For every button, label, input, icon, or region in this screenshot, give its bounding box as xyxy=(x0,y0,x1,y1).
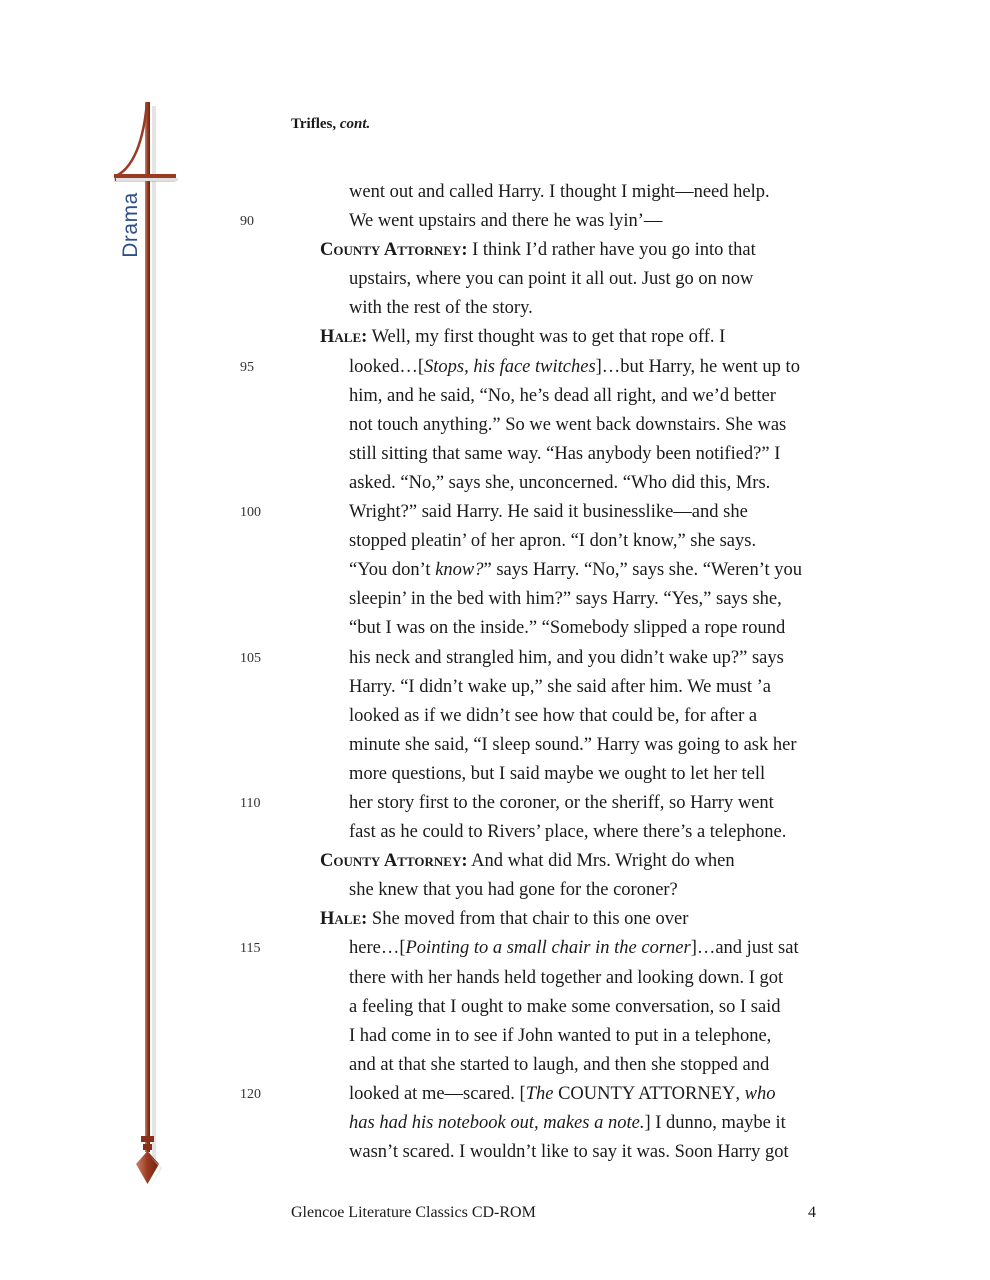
dialogue-text: Harry. “I didn’t wake up,” she said after him. We must ’a xyxy=(349,676,771,697)
running-head-title: Trifles, xyxy=(291,116,337,132)
text-line xyxy=(320,440,820,469)
text-line xyxy=(240,207,820,236)
dialogue-text: I had come in to see if John wanted to put in a telephone, xyxy=(349,1025,772,1046)
text-line xyxy=(240,644,820,673)
text-line xyxy=(240,1080,820,1109)
text-line xyxy=(240,498,820,527)
dialogue-text: here…[ xyxy=(349,938,406,959)
text-line xyxy=(320,527,820,556)
dialogue-text: and at that she started to laugh, and then she stopped and xyxy=(349,1054,770,1075)
dialogue-text: sleepin’ in the bed with him?” says Harry. “Yes,” says she, xyxy=(349,589,782,610)
text-line xyxy=(320,876,820,905)
line-number: 110 xyxy=(240,795,261,811)
dialogue-text: And what did Mrs. Wright do when xyxy=(467,851,735,872)
text-line xyxy=(240,934,820,963)
dialogue-text: She moved from that chair to this one over xyxy=(367,909,689,930)
line-number: 120 xyxy=(240,1086,261,1102)
speech-line xyxy=(320,236,820,265)
text-line xyxy=(320,614,820,643)
dialogue-text: there with her hands held together and looking down. I got xyxy=(349,967,784,988)
dialogue-text: “You don’t xyxy=(349,560,436,581)
dialogue-text: looked…[ xyxy=(349,356,425,377)
stage-direction: Pointing to a small chair in the corner xyxy=(405,938,691,959)
text-line xyxy=(320,964,820,993)
text-line xyxy=(320,585,820,614)
stage-direction: has had his notebook out, makes a note. xyxy=(349,1113,645,1133)
text-line xyxy=(320,469,820,498)
text-line xyxy=(320,1109,820,1138)
page-number: 4 xyxy=(808,1204,816,1221)
text-line xyxy=(320,1138,820,1167)
text-line xyxy=(320,265,820,294)
dialogue-text: a feeling that I ought to make some conversation, so I said xyxy=(349,996,781,1017)
dialogue-text: went out and called Harry. I thought I might—need help. xyxy=(349,182,770,202)
section-label-drama: Drama xyxy=(119,192,142,258)
line-number: 100 xyxy=(240,505,261,521)
dialogue-text: I think I’d rather have you go into that xyxy=(467,240,756,261)
line-number: 115 xyxy=(240,941,261,957)
text-line xyxy=(240,789,820,818)
speech-line xyxy=(320,323,820,352)
dialogue-text: ]…but Harry, he went up to xyxy=(595,356,800,377)
dialogue-text: minute she said, “I sleep sound.” Harry was going to ask her xyxy=(349,734,797,755)
running-head-suffix: cont. xyxy=(339,116,371,132)
speaker-name: County Attorney: xyxy=(320,851,468,872)
dialogue-text: more questions, but I said maybe we ought to let her tell xyxy=(349,763,766,784)
speaker-name: Hale: xyxy=(320,909,368,930)
dialogue-text: upstairs, where you can point it all out. Just go on now xyxy=(349,269,754,290)
speaker-name: County Attorney: xyxy=(320,240,468,261)
dialogue-text: with the rest of the story. xyxy=(349,298,533,319)
dialogue-text: she knew that you had gone for the coroner? xyxy=(349,880,678,901)
dialogue-text: ] I dunno, maybe it xyxy=(644,1113,786,1133)
dialogue-text: still sitting that same way. “Has anybody been notified?” I xyxy=(349,443,781,464)
dialogue-text: ” says Harry. “No,” says she. “Weren’t you xyxy=(483,560,803,581)
stage-direction: Stops, his face twitches xyxy=(424,356,596,377)
dialogue-text: “but I was on the inside.” “Somebody slipped a rope round xyxy=(349,618,786,639)
drama-ornament-staff xyxy=(108,96,188,1206)
text-line xyxy=(320,382,820,411)
line-number: 90 xyxy=(240,214,254,230)
stage-direction: know? xyxy=(435,560,484,581)
page-footer xyxy=(291,1204,816,1222)
dialogue-text: not touch anything.” So we went back downstairs. She was xyxy=(349,414,787,435)
dialogue-text: his neck and strangled him, and you didn’t wake up?” says xyxy=(349,647,784,668)
text-line xyxy=(320,731,820,760)
text-line xyxy=(320,178,820,207)
text-line xyxy=(320,294,820,323)
text-line xyxy=(320,411,820,440)
stage-direction: , who xyxy=(735,1083,776,1104)
dialogue-text: stopped pleatin’ of her apron. “I don’t know,” she says. xyxy=(349,531,757,552)
dialogue-text: him, and he said, “No, he’s dead all right, and we’d better xyxy=(349,385,776,406)
dialogue-text: ]…and just sat xyxy=(690,938,799,959)
dialogue-text: fast as he could to Rivers’ place, where there’s a telephone. xyxy=(349,822,787,843)
text-line xyxy=(320,760,820,789)
text-line xyxy=(320,702,820,731)
line-number: 105 xyxy=(240,650,261,666)
text-line xyxy=(320,1022,820,1051)
speech-line xyxy=(320,847,820,876)
footer-source: Glencoe Literature Classics CD-ROM xyxy=(291,1204,536,1221)
text-line xyxy=(240,353,820,382)
text-line xyxy=(320,1051,820,1080)
line-number: 95 xyxy=(240,359,254,375)
dialogue-text: looked as if we didn’t see how that could be, for after a xyxy=(349,705,758,726)
text-line xyxy=(320,993,820,1022)
dialogue-text: her story first to the coroner, or the sheriff, so Harry went xyxy=(349,792,774,813)
speech-line xyxy=(320,905,820,934)
stage-direction: The xyxy=(525,1083,554,1104)
text-line xyxy=(320,673,820,702)
text-line xyxy=(320,556,820,585)
dialogue-text: asked. “No,” says she, unconcerned. “Who did this, Mrs. xyxy=(349,472,771,493)
running-head xyxy=(291,116,370,133)
dialogue-text: looked at me—scared. [ xyxy=(349,1083,526,1104)
dialogue-text: We went upstairs and there he was lyin’— xyxy=(349,211,663,232)
dialogue-text: Wright?” said Harry. He said it businesslike—and she xyxy=(349,502,748,523)
play-text xyxy=(240,178,820,1167)
dialogue-text: wasn’t scared. I wouldn’t like to say it was. Soon Harry got xyxy=(349,1142,789,1163)
speaker-name: Hale: xyxy=(320,327,368,348)
text-line xyxy=(320,818,820,847)
dialogue-text: Well, my first thought was to get that rope off. I xyxy=(367,327,726,348)
dialogue-text: COUNTY ATTORNEY xyxy=(553,1083,736,1104)
